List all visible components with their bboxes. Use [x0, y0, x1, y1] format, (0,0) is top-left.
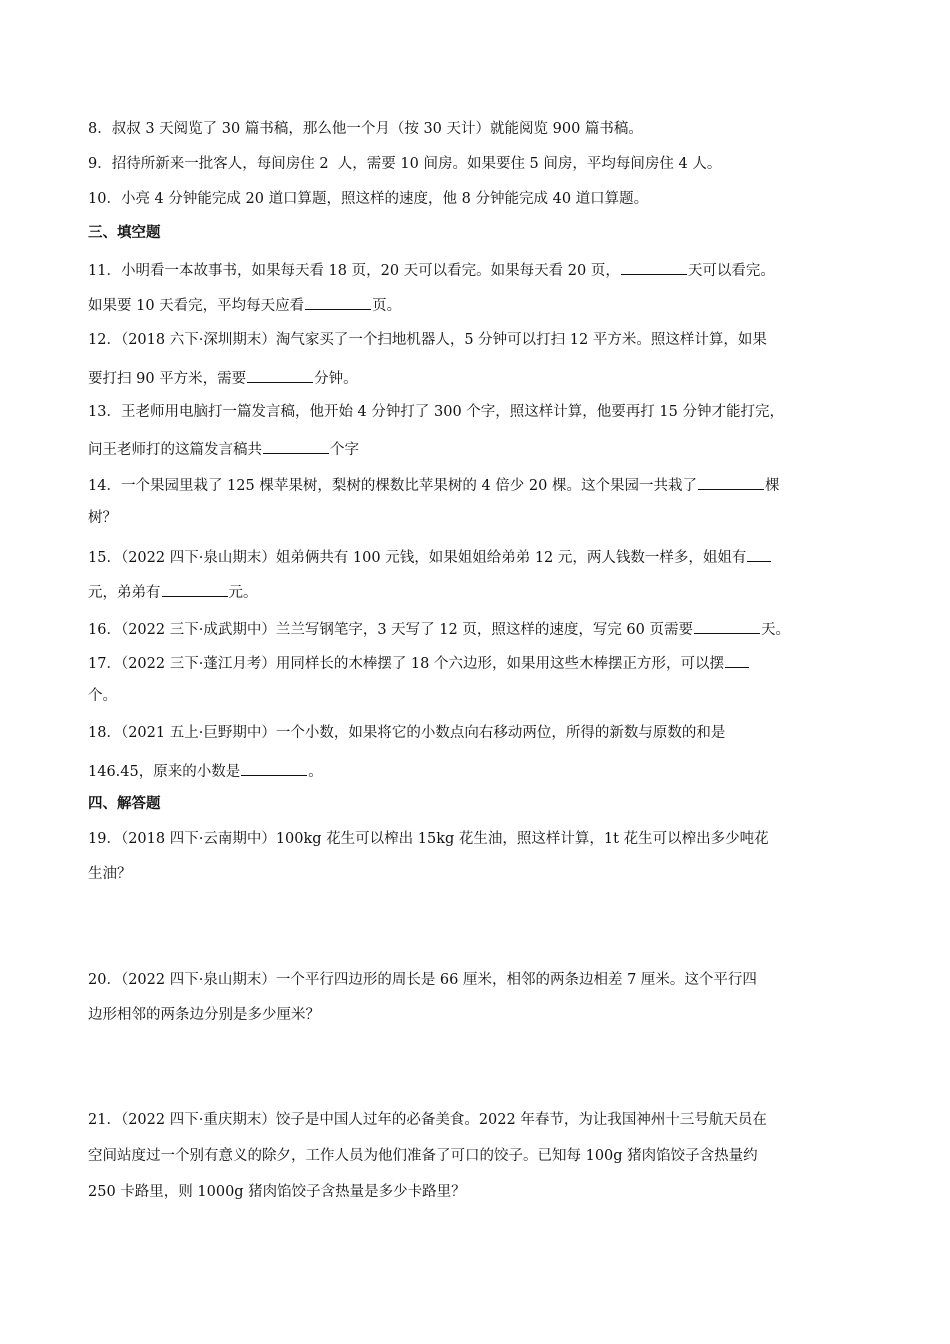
question-21-text: 21．（2022 四下·重庆期末）饺子是中国人过年的必备美食。2022 年春节，为让我国神州十三号航天员在 [88, 1112, 767, 1128]
question-21-line-3 [88, 1182, 466, 1202]
section-3-heading: 三、填空题 [88, 225, 161, 241]
question-12-line-2 [88, 366, 358, 389]
question-20-line-1 [88, 970, 757, 990]
question-11-text: 天可以看完。 [687, 263, 775, 279]
section-4-heading: 四、解答题 [88, 796, 161, 812]
question-14-line-2 [88, 508, 117, 528]
question-17-line-2 [88, 686, 117, 706]
answer-blank[interactable] [305, 293, 371, 310]
question-19-line-1 [88, 829, 769, 849]
question-16-text: 16．（2022 三下·成武期中）兰兰写钢笔字，3 天写了 12 页，照这样的速度，写完 60 页需要 [88, 622, 693, 638]
question-10-text: 10．小亮 4 分钟能完成 20 道口算题，照这样的速度，他 8 分钟能完成 40 道口算题。 [88, 191, 649, 207]
question-17-text: 17．（2022 三下·蓬江月考）用同样长的木棒摆了 18 个六边形，如果用这些木棒摆正方形，可以摆 [88, 656, 724, 672]
question-11-text: 如果要 10 天看完，平均每天应看 [88, 298, 305, 314]
question-8-text: 8．叔叔 3 天阅览了 30 篇书稿，那么他一个月（按 30 天计）就能阅览 900 篇书稿。 [88, 121, 643, 137]
question-10 [88, 189, 648, 209]
question-13-line-2 [88, 437, 359, 460]
question-19-text: 19．（2018 四下·云南期中）100kg 花生可以榨出 15kg 花生油，照这样计算，1t 花生可以榨出多少吨花 [88, 831, 769, 847]
question-12-text: 要打扫 90 平方米，需要 [88, 371, 247, 387]
question-16-text: 天。 [761, 622, 790, 638]
question-19-text: 生油？ [88, 866, 132, 882]
question-12-line-1 [88, 330, 767, 350]
question-21-line-2 [88, 1146, 758, 1166]
question-13-text: 13．王老师用电脑打一篇发言稿，他开始 4 分钟打了 300 个字，照这样计算，他要再打 15 分钟才能打完， [88, 404, 784, 420]
answer-blank[interactable] [263, 437, 329, 454]
question-15-text: 元，弟弟有 [88, 585, 161, 601]
question-21-line-1 [88, 1110, 767, 1130]
question-18-text: 。 [308, 764, 323, 780]
question-14-line-1 [88, 473, 779, 496]
question-20-text: 边形相邻的两条边分别是多少厘米？ [88, 1007, 320, 1023]
question-13-text: 问王老师打的这篇发言稿共 [88, 442, 262, 458]
question-12-text: 分钟。 [314, 371, 358, 387]
question-15-text: 元。 [228, 585, 258, 601]
question-20-text: 20．（2022 四下·泉山期末）一个平行四边形的周长是 66 厘米，相邻的两条边相差 7 厘米。这个平行四 [88, 972, 757, 988]
question-21-text: 空间站度过一个别有意义的除夕，工作人员为他们准备了可口的饺子。已知每 100g 猪肉馅饺子含热量约 [88, 1148, 758, 1164]
question-20-line-2 [88, 1005, 320, 1025]
answer-blank[interactable] [621, 258, 687, 275]
question-19-line-2 [88, 864, 132, 884]
question-17-line-1 [88, 651, 750, 674]
question-13-line-1 [88, 402, 784, 422]
answer-blank[interactable] [247, 366, 313, 383]
question-14-text: 树？ [88, 510, 117, 526]
answer-blank[interactable] [698, 473, 764, 490]
question-14-text: 棵 [764, 478, 780, 494]
question-8 [88, 119, 643, 139]
question-11-line-2 [88, 293, 401, 316]
question-18-text: 146.45，原来的小数是 [88, 764, 241, 780]
question-15-text: 15．（2022 四下·泉山期末）姐弟俩共有 100 元钱，如果姐姐给弟弟 12 元，两人钱数一样多，姐姐有 [88, 550, 747, 566]
question-9 [88, 154, 721, 174]
question-11-line-1 [88, 258, 775, 281]
answer-blank[interactable] [725, 651, 749, 668]
question-16 [88, 617, 790, 640]
answer-blank[interactable] [241, 759, 307, 776]
question-14-text: 14．一个果园里栽了 125 棵苹果树，梨树的棵数比苹果树的 4 倍少 20 棵。这个果园一共栽了 [88, 478, 697, 494]
question-18-text: 18．（2021 五上·巨野期中）一个小数，如果将它的小数点向右移动两位，所得的新数与原数的和是 [88, 725, 726, 741]
question-13-text: 个字 [330, 442, 359, 458]
answer-blank[interactable] [747, 545, 771, 562]
question-15-line-1 [88, 545, 772, 568]
question-9-text: 9．招待所新来一批客人，每间房住 2 人，需要 10 间房。如果要住 5 间房，平均每间房住 4 人。 [88, 156, 722, 172]
question-18-line-1 [88, 723, 725, 743]
question-15-line-2 [88, 580, 258, 603]
question-11-text: 11．小明看一本故事书，如果每天看 18 页，20 天可以看完。如果每天看 20 页， [88, 263, 620, 279]
question-12-text: 12．（2018 六下·深圳期末）淘气家买了一个扫地机器人，5 分钟可以打扫 12 平方米。照这样计算，如果 [88, 332, 767, 348]
answer-blank[interactable] [162, 580, 228, 597]
answer-blank[interactable] [694, 617, 760, 634]
question-17-text: 个。 [88, 688, 117, 704]
question-18-line-2 [88, 759, 323, 782]
question-11-text: 页。 [372, 298, 402, 314]
question-21-text: 250 卡路里，则 1000g 猪肉馅饺子含热量是多少卡路里？ [88, 1184, 466, 1200]
